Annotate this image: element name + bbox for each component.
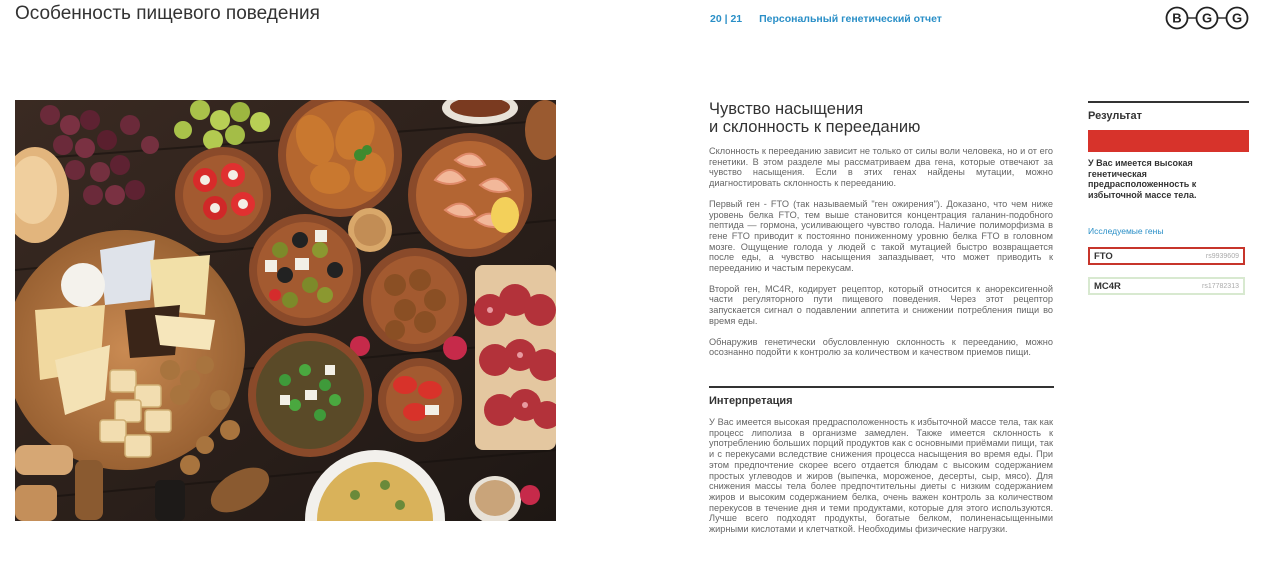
header-info — [710, 13, 942, 25]
result-text: У Вас имеется высокая генетическая предрасположенность к избыточной массе тела. — [1088, 158, 1197, 200]
article-paragraph: Первый ген - FTO (так называемый "ген ожирения"). Доказано, что чем ниже уровень белка FTO, тем выше становится концентрация галанин-подобного пептида — гормона, усиливающего чувство голода. Наличие полиморфизма в гене FTO приводит к постоянно пониженному уровню белка FTO в головном мозге. Ощущение голода у людей с такой мутацией быстро возвращается после еды, а чувство насыщения запаздывает, что может приводить к перееданию и частым перекусам. — [709, 198, 1053, 274]
result-level-bar — [1088, 130, 1249, 152]
gene-rs: rs17782313 — [1202, 282, 1239, 290]
food-spread-photo — [15, 100, 556, 521]
interpretation-title: Интерпретация — [709, 395, 793, 407]
result-divider — [1088, 101, 1249, 103]
logo-letter: G — [1231, 10, 1243, 26]
article-body — [709, 146, 1053, 368]
interpretation-paragraph: У Вас имеется высокая предрасположенность к избыточной массе тела, так как процесс липолиза в организме замедлен. Также имеется склонность к употреблению больших порций продуктов как с основными приёмами пищи, так и с перекусами вследствие снижения процесса насыщения во время еды. При этом предпочтение скорее всего отдается блюдам с высоким содержанием простых углеводов и жиров (выпечка, мороженое, десерты, сыр, мясо). Для снижения массы тела более предпочтительны диеты с низким содержанием жиров и высоким содержанием белка, очень важен контроль за количеством перекусов в течение дня и теми продуктами, которые для этого используются. Лучше всего подходят продукты, богатые белком, полиненасыщенными жирными кислотами и клетчаткой. Необходимы физические нагрузки. — [709, 417, 1053, 535]
page-title: Особенность пищевого поведения — [15, 3, 320, 24]
gene-name: FTO — [1094, 250, 1113, 262]
page-numbers: 20 | 21 — [710, 13, 743, 25]
report-title: Персональный генетический отчет — [759, 13, 942, 25]
section-divider — [709, 386, 1054, 388]
gene-name: MC4R — [1094, 280, 1121, 292]
gene-mc4r — [1088, 277, 1245, 295]
article-title-line2: и склонность к перееданию — [709, 118, 921, 136]
gene-rs: rs9939609 — [1205, 252, 1239, 260]
logo-letter: G — [1201, 10, 1213, 26]
result-title: Результат — [1088, 110, 1143, 122]
article-paragraph: Склонность к перееданию зависит не только от силы воли человека, но и от его генетики. В этом разделе мы рассматриваем два гена, которые отвечают за чувство насыщения. Если в этих генах найдены мутации, можно диагностировать склонность к перееданию. — [709, 146, 1053, 189]
article-title — [709, 100, 1039, 136]
logo-letter: B — [1172, 10, 1182, 26]
article-title-line1: Чувство насыщения — [709, 100, 864, 118]
bgg-logo — [1165, 5, 1249, 31]
article-paragraph: Второй ген, MC4R, кодирует рецептор, который относится к анорексигенной части регуляторного пути пищевого поведения. Через этот рецептор запускается сигнал о подавлении аппетита и снижении потребления пищи во время еды. — [709, 283, 1053, 326]
article-paragraph: Обнаружив генетически обусловленную склонность к перееданию, можно осознанно подойти к контролю за количеством и качеством приемов пищи. — [709, 336, 1053, 358]
interpretation-body — [709, 417, 1053, 545]
gene-fto — [1088, 247, 1245, 265]
studied-genes-label: Исследуемые гены — [1088, 226, 1164, 236]
